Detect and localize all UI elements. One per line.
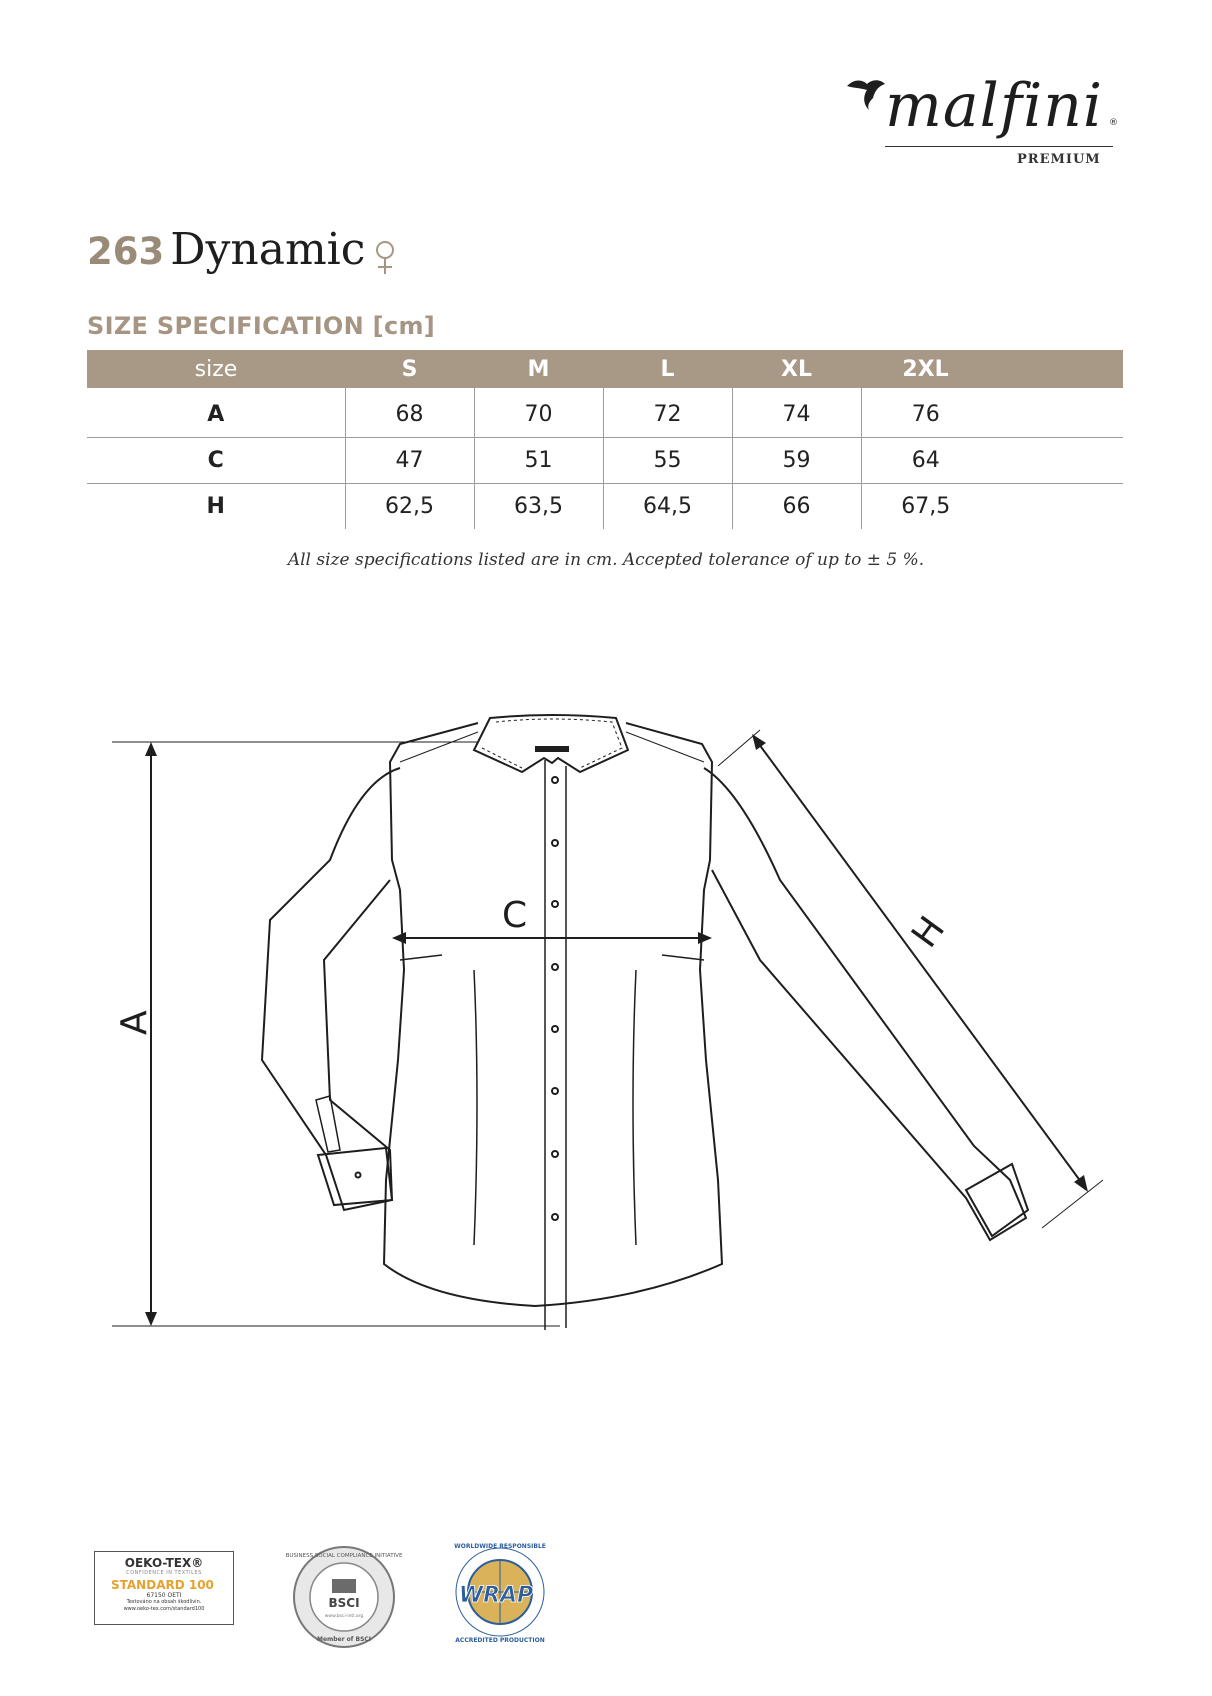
header-l: L xyxy=(603,350,732,388)
table-cell: 55 xyxy=(603,438,732,484)
button xyxy=(552,964,558,970)
row-label: A xyxy=(87,388,345,438)
brand-wordmark: malfini xyxy=(885,71,1104,141)
oeko-tex-badge xyxy=(94,1551,234,1625)
table-cell: 76 xyxy=(861,388,990,438)
right-dart xyxy=(633,970,636,1245)
bsci-hand-icon xyxy=(332,1579,356,1593)
oeko-subtitle: CONFIDENCE IN TEXTILES xyxy=(126,1570,202,1576)
table-cell: 64,5 xyxy=(603,484,732,530)
left-cuff-button xyxy=(356,1173,361,1178)
shirt-measurement-diagram xyxy=(0,680,1200,1360)
left-dart xyxy=(474,970,477,1245)
header-m: M xyxy=(474,350,603,388)
table-row xyxy=(87,388,1123,438)
measure-a-arrow-top xyxy=(145,742,157,756)
table-cell: 67,5 xyxy=(901,494,951,519)
button xyxy=(552,777,558,783)
neck-label xyxy=(535,746,569,752)
wrap-badge xyxy=(446,1536,554,1644)
row-label: H xyxy=(87,484,345,530)
table-cell-empty xyxy=(990,484,1123,530)
oeko-id: 67150 OETI xyxy=(146,1592,182,1599)
bsci-badge xyxy=(285,1545,403,1649)
shirt-collar xyxy=(474,715,628,772)
table-row xyxy=(87,438,1123,484)
table-cell: 59 xyxy=(732,438,861,484)
right-sleeve xyxy=(704,768,1026,1240)
table-cell: 72 xyxy=(603,388,732,438)
table-header-row xyxy=(87,350,1123,388)
table-cell-empty xyxy=(990,388,1123,438)
table-row xyxy=(87,484,1123,530)
brand-subline: PREMIUM xyxy=(1017,152,1101,167)
header-spacer xyxy=(990,350,1123,388)
wrap-top: WORLDWIDE RESPONSIBLE xyxy=(454,1543,546,1550)
header-xl: XL xyxy=(732,350,861,388)
right-bust-dart xyxy=(662,955,704,960)
measure-a-arrow-bottom xyxy=(145,1312,157,1326)
button xyxy=(552,901,558,907)
button xyxy=(552,1151,558,1157)
table-cell-empty xyxy=(990,438,1123,484)
bsci-member: Member of BSCI xyxy=(316,1636,372,1643)
brand-logo xyxy=(845,71,1125,174)
measure-h-line xyxy=(756,740,1084,1186)
row-label: C xyxy=(87,438,345,484)
table-cell: 66 xyxy=(732,484,861,530)
left-bust-dart xyxy=(400,955,442,960)
oeko-standard: STANDARD 100 xyxy=(111,1578,214,1592)
table-cell: 74 xyxy=(732,388,861,438)
oeko-title: OEKO-TEX® xyxy=(124,1556,204,1570)
product-name: Dynamic xyxy=(170,224,366,275)
product-number: 263 xyxy=(87,230,165,273)
table-cell: 62,5 xyxy=(345,484,474,530)
table-cell: 70 xyxy=(474,388,603,438)
button xyxy=(552,1088,558,1094)
oeko-link: www.oeko-tex.com/standard100 xyxy=(123,1606,205,1612)
header-s: S xyxy=(345,350,474,388)
wrap-bottom: ACCREDITED PRODUCTION xyxy=(455,1637,545,1644)
left-sleeve xyxy=(262,768,400,1210)
female-symbol-icon xyxy=(373,240,397,276)
table-cell: 68 xyxy=(345,388,474,438)
tolerance-note: All size specifications listed are in cm. Accepted tolerance of up to ± 5 %. xyxy=(287,550,925,570)
bsci-url: www.bsci-intl.org xyxy=(324,1614,364,1619)
table-cell: 63,5 xyxy=(474,484,603,530)
button xyxy=(552,1026,558,1032)
measure-h-label: H xyxy=(904,909,954,956)
product-title xyxy=(87,224,397,284)
measure-c-label: C xyxy=(502,895,528,936)
bsci-ring-text: BUSINESS SOCIAL COMPLIANCE INITIATIVE xyxy=(285,1553,403,1559)
table-cell: 64 xyxy=(861,438,990,484)
measure-a-label: A xyxy=(114,1010,155,1035)
button xyxy=(552,1214,558,1220)
measure-h-arrow-top xyxy=(752,734,766,750)
size-spec-heading: SIZE SPECIFICATION [cm] xyxy=(87,312,436,340)
measure-c-arrow-left xyxy=(392,932,406,944)
table-cell: 51 xyxy=(474,438,603,484)
header-size: size xyxy=(87,350,345,388)
measure-c-arrow-right xyxy=(698,932,712,944)
bsci-center: BSCI xyxy=(328,1596,360,1610)
table-cell: 47 xyxy=(345,438,474,484)
header-2xl: 2XL xyxy=(861,350,990,388)
measure-h-guide-bottom xyxy=(1042,1180,1103,1228)
oeko-tested: Testováno na obsah škodlivin. xyxy=(126,1599,202,1605)
measure-h-arrow-bottom xyxy=(1074,1175,1088,1192)
size-spec-table xyxy=(87,350,1123,529)
logo-underline xyxy=(885,146,1113,147)
wrap-center: WRAP xyxy=(458,1583,534,1608)
registered-mark: ® xyxy=(1109,118,1118,128)
button xyxy=(552,840,558,846)
